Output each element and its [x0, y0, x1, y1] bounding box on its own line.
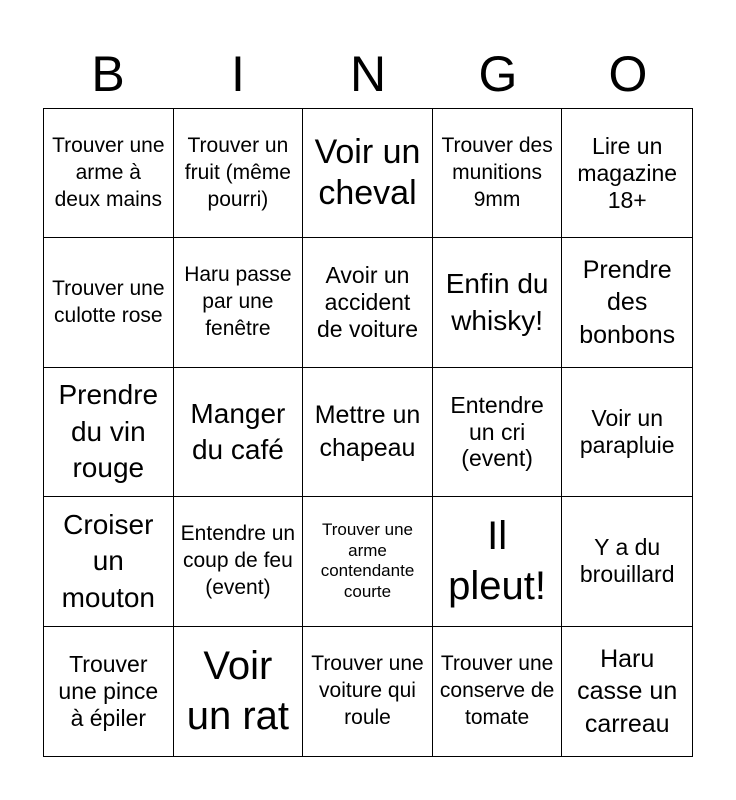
bingo-cell[interactable]: Mettre un chapeau [303, 368, 433, 497]
bingo-cell[interactable]: Il pleut! [433, 497, 563, 626]
bingo-grid [43, 108, 693, 757]
bingo-cell[interactable]: Trouver une arme à deux mains [44, 109, 174, 238]
bingo-cell[interactable]: Trouver une pince à épiler [44, 627, 174, 756]
bingo-cell[interactable]: Trouver une voiture qui roule [303, 627, 433, 756]
bingo-cell[interactable]: Croiser un mouton [44, 497, 174, 626]
bingo-cell[interactable]: Trouver des munitions 9mm [433, 109, 563, 238]
header-letter-g: G [478, 46, 518, 102]
bingo-cell[interactable]: Lire un magazine 18+ [562, 109, 692, 238]
bingo-header [43, 40, 693, 108]
bingo-cell[interactable]: Voir un cheval [303, 109, 433, 238]
bingo-cell[interactable]: Trouver une culotte rose [44, 238, 174, 367]
bingo-cell[interactable]: Haru passe par une fenêtre [174, 238, 304, 367]
bingo-cell[interactable]: Prendre du vin rouge [44, 368, 174, 497]
bingo-cell[interactable]: Voir un parapluie [562, 368, 692, 497]
header-letter-n: N [349, 46, 387, 102]
bingo-cell[interactable]: Entendre un cri (event) [433, 368, 563, 497]
header-letter-b: B [91, 46, 125, 102]
bingo-cell[interactable]: Entendre un coup de feu (event) [174, 497, 304, 626]
header-letter-o: O [608, 46, 648, 102]
header-letter-i: I [231, 46, 245, 102]
bingo-cell[interactable]: Haru casse un carreau [577, 644, 678, 738]
bingo-cell[interactable]: Y a du brouillard [562, 497, 692, 626]
bingo-cell[interactable]: Manger du café [174, 368, 304, 497]
bingo-cell[interactable]: Trouver une conserve de tomate [433, 627, 563, 756]
bingo-cell[interactable]: Trouver un fruit (même pourri) [174, 109, 304, 238]
bingo-cell[interactable]: Avoir un accident de voiture [303, 238, 433, 367]
bingo-cell[interactable]: Prendre des bonbons [562, 238, 692, 367]
bingo-cell[interactable]: Trouver une arme contendante courte [303, 497, 433, 626]
bingo-cell[interactable]: Enfin du whisky! [433, 238, 563, 367]
bingo-cell[interactable]: Voir un rat [174, 627, 304, 756]
